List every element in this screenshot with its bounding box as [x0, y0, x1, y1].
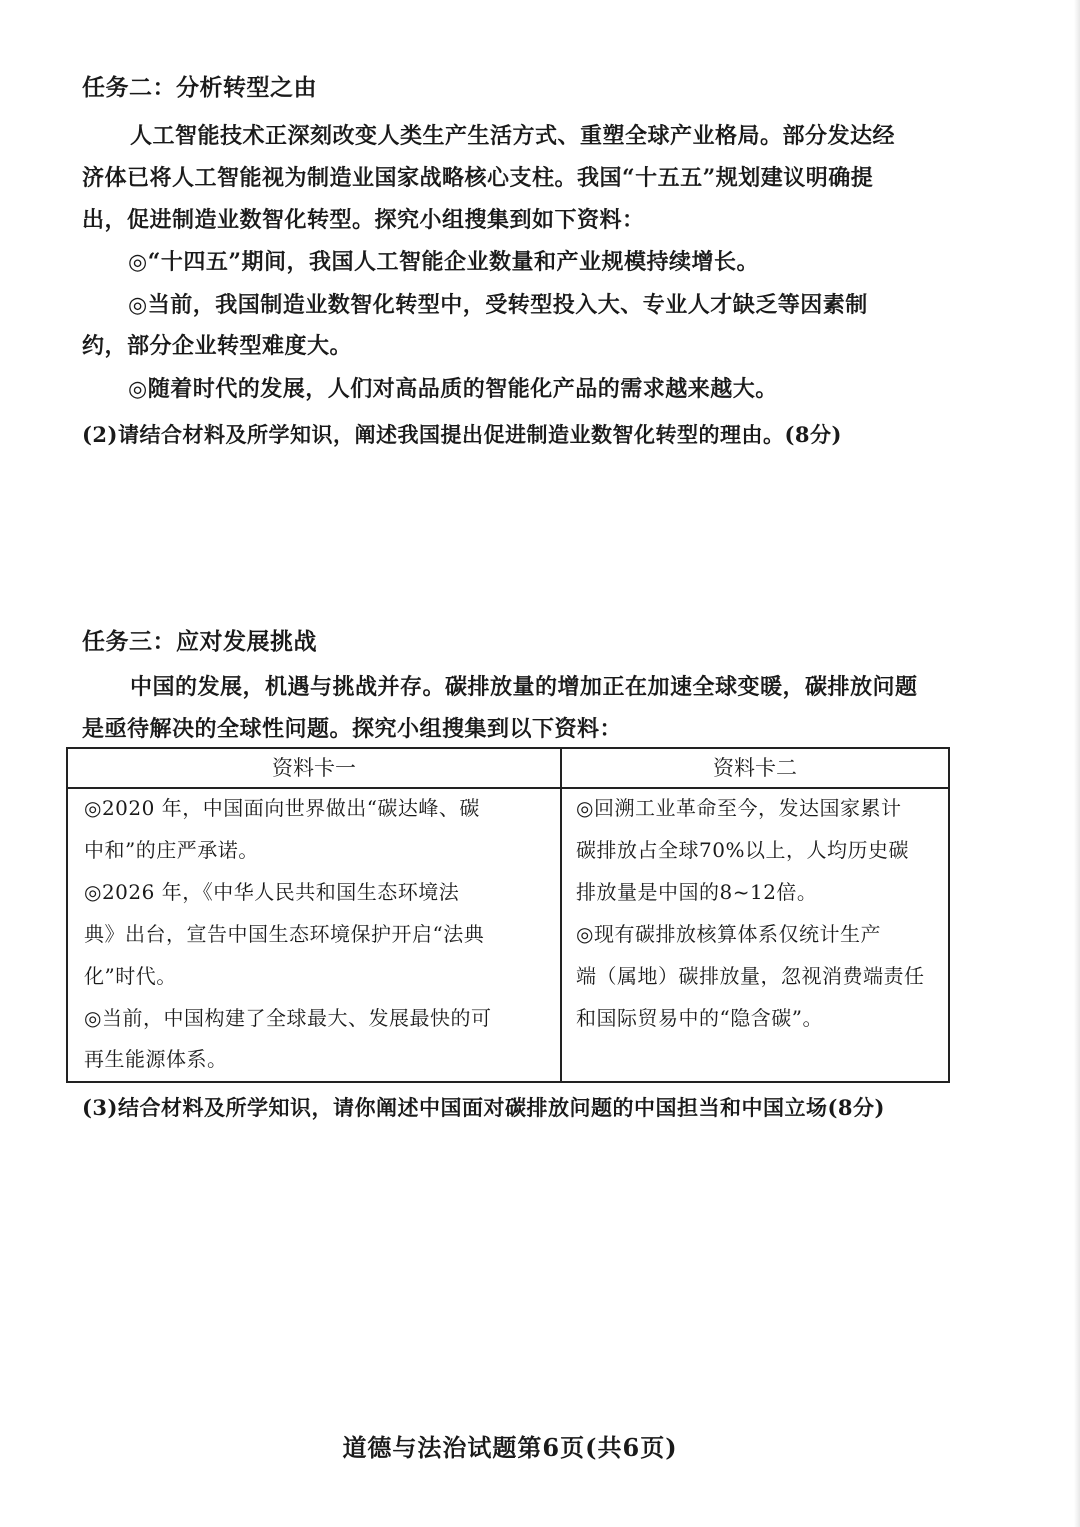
card1-line: 化”时代。 [84, 964, 177, 988]
task2-bullet: ◎随着时代的发展，人们对高品质的智能化产品的需求越来越大。 [128, 376, 778, 402]
card2-line: 碳排放占全球70%以上，人均历史碳 [576, 838, 909, 862]
card1-title: 资料卡一 [272, 756, 356, 780]
card1-line: 中和”的庄严承诺。 [84, 838, 259, 862]
task2-question: (2)请结合材料及所学知识，阐述我国提出促进制造业数智化转型的理由。(8分) [82, 422, 842, 447]
card2-line: 端（属地）碳排放量，忽视消费端责任 [576, 964, 925, 988]
card2-line: 和国际贸易中的“隐含碳”。 [576, 1006, 823, 1030]
card1-line: ◎当前，中国构建了全球最大、发展最快的可 [84, 1006, 492, 1030]
task3-heading: 任务三：应对发展挑战 [82, 628, 317, 655]
task3-intro-line: 中国的发展，机遇与挑战并存。碳排放量的增加正在加速全球变暖，碳排放问题 [130, 674, 918, 700]
table-divider [560, 749, 562, 1081]
material-cards-table [66, 747, 950, 1083]
task2-heading: 任务二：分析转型之由 [82, 74, 317, 101]
task2-intro-line: 出，促进制造业数智化转型。探究小组搜集到如下资料： [82, 207, 645, 233]
card2-title: 资料卡二 [713, 756, 797, 780]
table-divider [68, 787, 948, 789]
scan-edge-shadow [1074, 0, 1080, 1527]
card1-line: 典》出台，宣告中国生态环境保护开启“法典 [84, 922, 485, 946]
task3-intro-line: 是亟待解决的全球性问题。探究小组搜集到以下资料： [82, 716, 623, 742]
card2-line: ◎回溯工业革命至今，发达国家累计 [576, 796, 902, 820]
task2-intro-line: 济体已将人工智能视为制造业国家战略核心支柱。我国“十五五”规划建议明确提 [82, 165, 874, 191]
page-footer: 道德与法治试题第6页(共6页) [342, 1433, 678, 1462]
card2-line: ◎现有碳排放核算体系仅统计生产 [576, 922, 881, 946]
task2-bullet: ◎“十四五”期间，我国人工智能企业数量和产业规模持续增长。 [128, 249, 760, 275]
card1-line: ◎2026 年，《中华人民共和国生态环境法 [84, 880, 460, 904]
card1-line: ◎2020 年，中国面向世界做出“碳达峰、碳 [84, 796, 480, 820]
task2-bullet: ◎当前，我国制造业数智化转型中，受转型投入大、专业人才缺乏等因素制 [128, 292, 868, 318]
task2-bullet: 约，部分企业转型难度大。 [82, 333, 353, 359]
task3-question: (3)结合材料及所学知识，请你阐述中国面对碳排放问题的中国担当和中国立场(8分) [82, 1095, 885, 1120]
task2-intro-line: 人工智能技术正深刻改变人类生产生活方式、重塑全球产业格局。部分发达经 [130, 123, 896, 149]
card2-line: 排放量是中国的8~12倍。 [576, 880, 818, 904]
card1-line: 再生能源体系。 [84, 1047, 228, 1071]
